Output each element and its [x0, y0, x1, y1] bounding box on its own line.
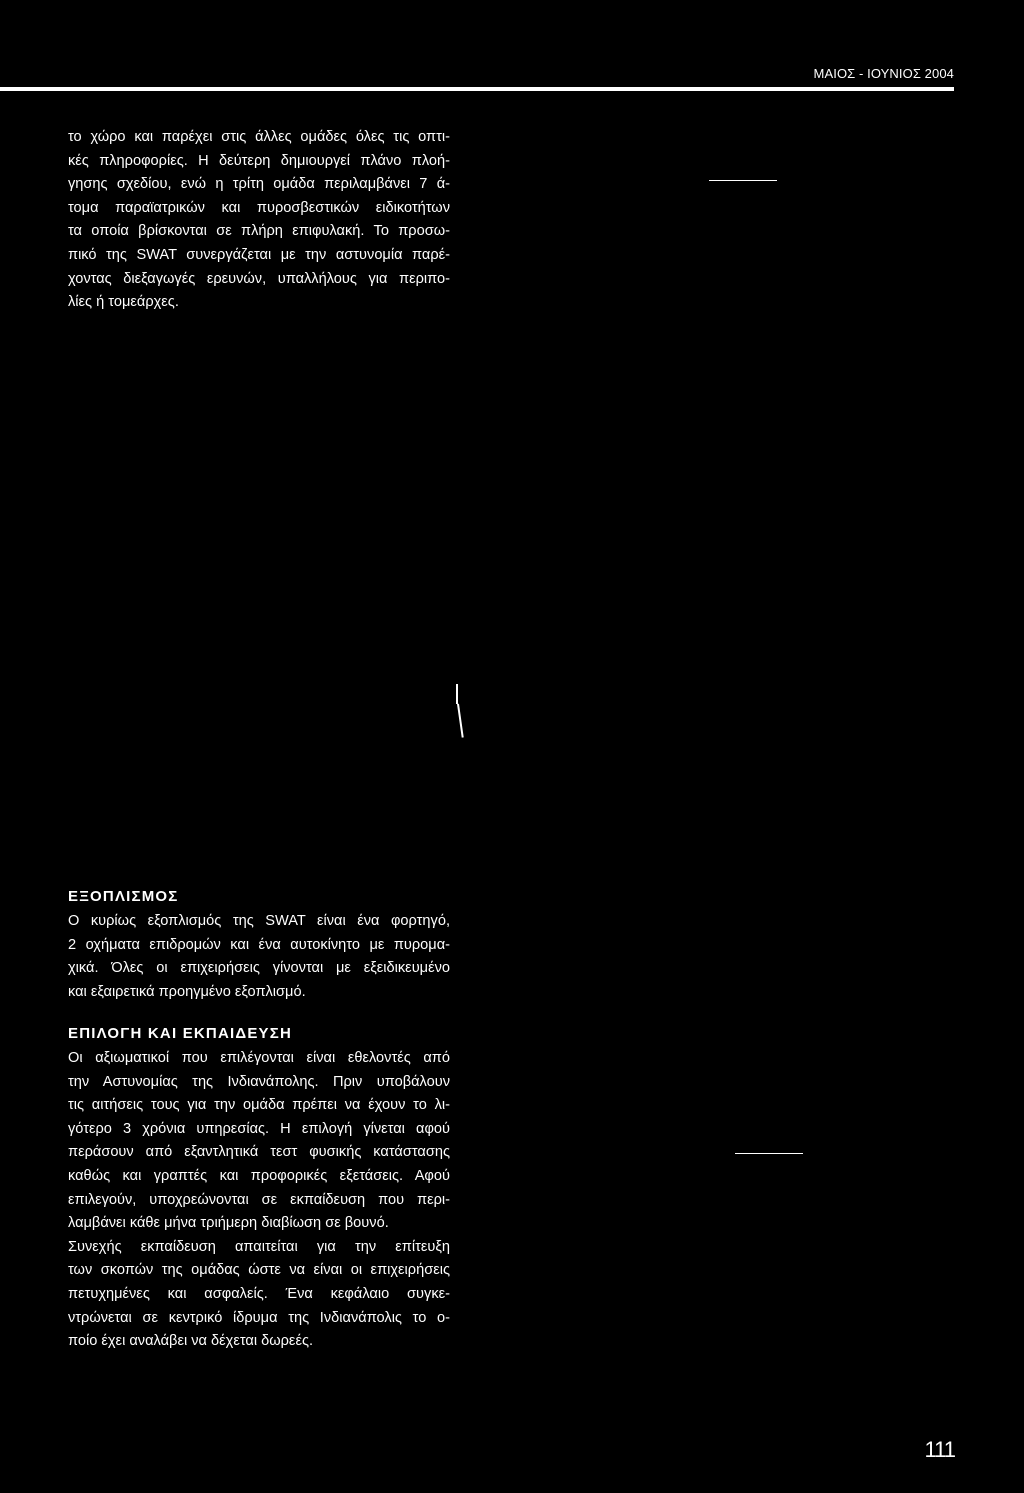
- decorative-dash: [735, 1153, 803, 1154]
- selection-training-section: [68, 1023, 450, 1354]
- text-line: των σκοπών της ομάδας ώστε να είναι οι επιχειρήσεις: [68, 1262, 450, 1279]
- text-line: χοντας διεξαγωγές ερευνών, υπαλλήλους για περιπο-: [68, 270, 450, 287]
- text-line: το χώρο και παρέχει στις άλλες ομάδες όλες τις οπτι-: [68, 129, 450, 145]
- text-line: πικό της SWAT συνεργάζεται με την αστυνομία παρέ-: [68, 246, 450, 263]
- text-line: χικά. Όλες οι επιχειρήσεις γίνονται με εξειδικευμένο: [68, 960, 450, 977]
- text-line: πετυχημένες και ασφαλείς. Ένα κεφάλαιο συγκε-: [68, 1285, 450, 1302]
- intro-paragraph-block: [68, 126, 450, 315]
- equipment-paragraph: [68, 910, 450, 1004]
- text-line: γησης σχεδίου, ενώ η τρίτη ομάδα περιλαμβάνει 7 ά-: [68, 176, 450, 193]
- text-line: και εξαιρετικά προηγμένο εξοπλισμό.: [68, 983, 306, 1000]
- text-line: Συνεχής εκπαίδευση απαιτείται για την επίτευξη: [68, 1238, 450, 1255]
- selection-training-heading: ΕΠΙΛΟΓΗ ΚΑΙ ΕΚΠΑΙΔΕΥΣΗ: [68, 1025, 292, 1042]
- text-line: Ο κυρίως εξοπλισμός της SWAT είναι ένα φορτηγό,: [68, 913, 450, 929]
- text-line: κές πληροφορίες. Η δεύτερη δημιουργεί πλάνο πλοή-: [68, 152, 450, 169]
- text-line: περάσουν από εξαντλητικά τεστ φυσικής κατάστασης: [68, 1144, 450, 1161]
- selection-training-paragraph: [68, 1047, 450, 1354]
- text-line: ποίο έχει αναλάβει να δέχεται δωρεές.: [68, 1333, 314, 1350]
- issue-date: ΜΑΙΟΣ - ΙΟΥΝΙΟΣ 2004: [813, 66, 954, 81]
- text-line: τα οποία βρίσκονται σε πλήρη επιφυλακή. Το προσω-: [68, 223, 450, 240]
- decorative-stroke: [456, 684, 458, 704]
- text-line: λαμβάνει κάθε μήνα τριήμερη διαβίωση σε βουνό.: [68, 1215, 389, 1232]
- text-line: ντρώνεται σε κεντρικό ίδρυμα της Ινδιανάπολις το ο-: [68, 1309, 450, 1326]
- decorative-dash: [709, 180, 777, 181]
- text-line: γότερο 3 χρόνια υπηρεσίας. Η επιλογή γίνεται αφού: [68, 1120, 450, 1137]
- text-line: 2 οχήματα επιδρομών και ένα αυτοκίνητο με πυρομα-: [68, 936, 450, 953]
- text-line: καθώς και γραπτές και προφορικές εξετάσεις. Αφού: [68, 1167, 450, 1184]
- text-line: τις αιτήσεις τους για την ομάδα πρέπει να έχουν το λι-: [68, 1097, 450, 1114]
- text-line: επιλεγούν, υποχρεώνονται σε εκπαίδευση που περι-: [68, 1191, 450, 1208]
- intro-paragraph: [68, 126, 450, 315]
- text-line: λίες ή τομεάρχες.: [68, 294, 179, 311]
- equipment-heading: ΕΞΟΠΛΙΣΜΟΣ: [68, 888, 179, 905]
- header-rule: [0, 87, 954, 91]
- text-line: Οι αξιωματικοί που επιλέγονται είναι εθελοντές από: [68, 1050, 450, 1066]
- text-line: την Αστυνομίας της Ινδιανάπολης. Πριν υποβάλουν: [68, 1073, 450, 1090]
- decorative-stroke: [457, 704, 463, 738]
- page-number: 111: [924, 1437, 955, 1462]
- text-line: τομα παραϊατρικών και πυροσβεστικών ειδικοτήτων: [68, 199, 450, 216]
- equipment-section: [68, 886, 450, 1004]
